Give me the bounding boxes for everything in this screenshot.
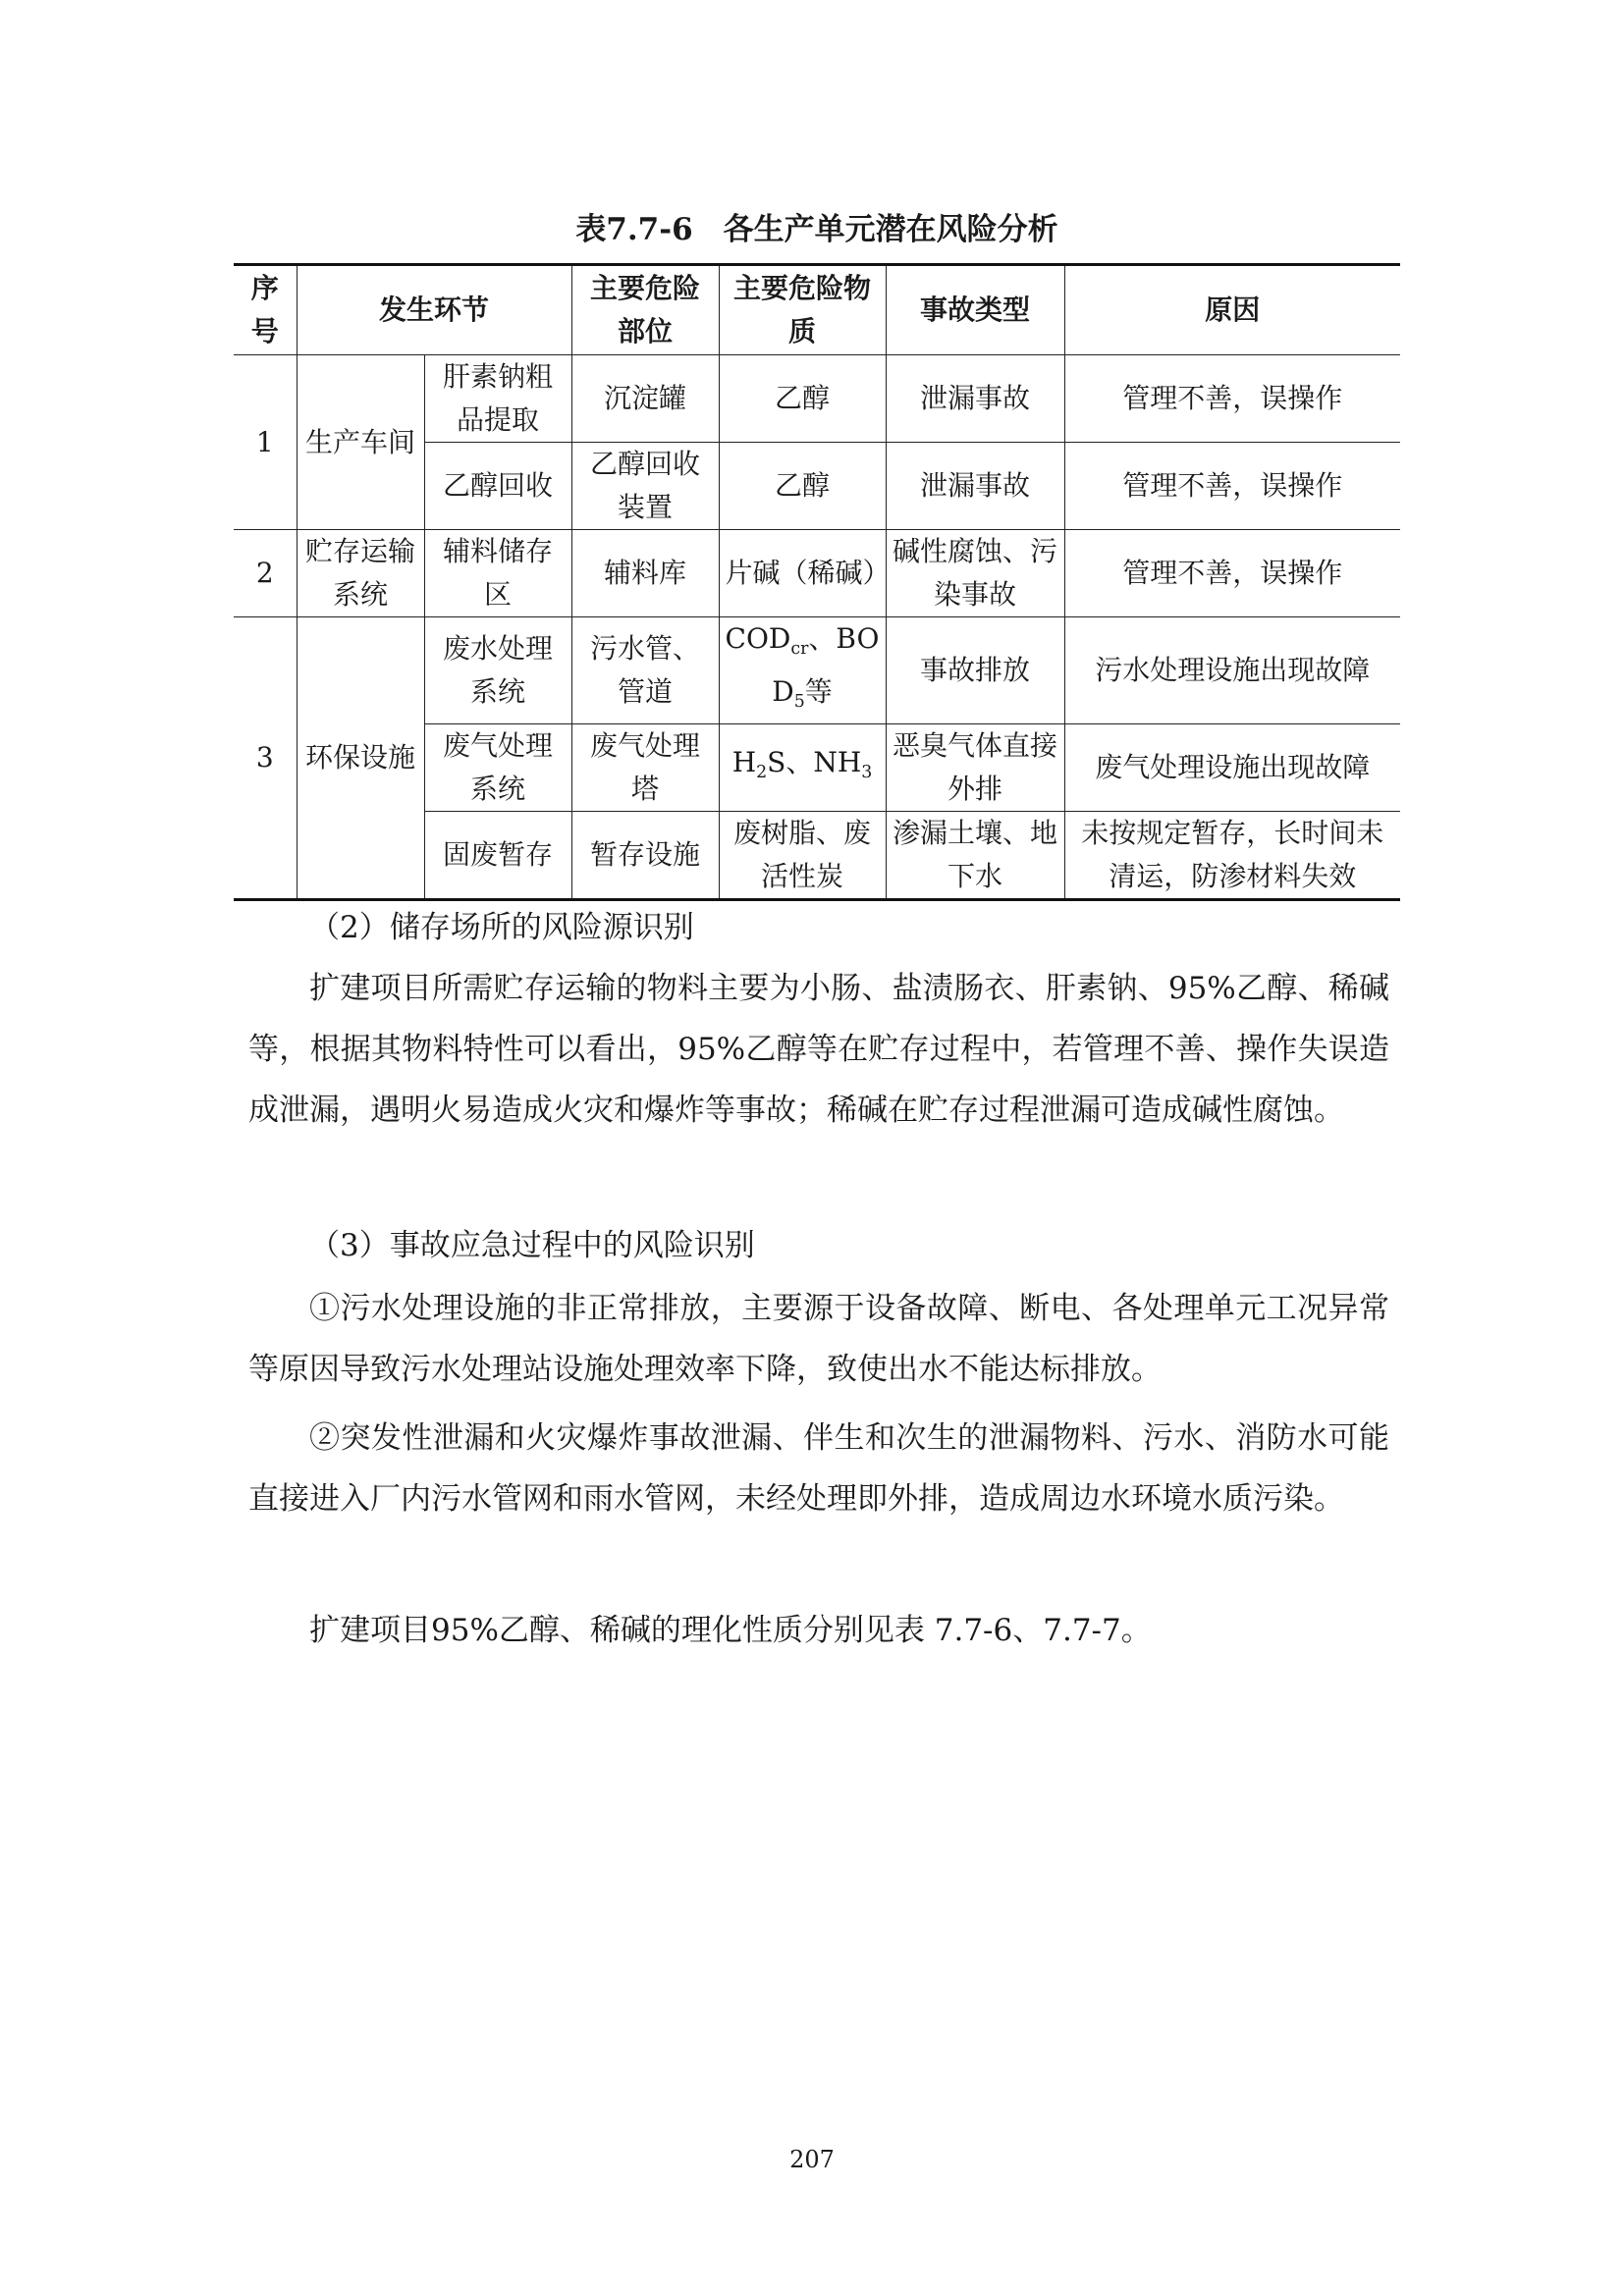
- paragraph-sudden-leak: ②突发性泄漏和火灾爆炸事故泄漏、伴生和次生的泄漏物料、污水、消防水可能直接进入厂内污水管网和雨水管网，未经处理即外排，造成周边水环境水质污染。: [248, 1420, 1389, 1517]
- cell-substance: 废树脂、废活性炭: [719, 812, 886, 900]
- cell-part: 辅料库: [571, 530, 719, 617]
- cell-substance: 乙醇: [719, 443, 886, 530]
- table-title: 表7.7-6 各生产单元潜在风险分析: [575, 212, 1058, 247]
- cell-cause: 污水处理设施出现故障: [1064, 617, 1400, 724]
- page-number: 207: [789, 2146, 835, 2173]
- cell-type: 事故排放: [886, 617, 1064, 724]
- cell-type: 渗漏土壤、地下水: [886, 812, 1064, 900]
- row-unit: 生产车间: [297, 355, 424, 530]
- row-no: 1: [234, 355, 297, 530]
- risk-analysis-table: [234, 263, 1400, 901]
- table-row: [234, 617, 1400, 724]
- cell-part: 废气处理塔: [571, 724, 719, 812]
- row-no: 3: [234, 617, 297, 900]
- header-step: 发生环节: [297, 265, 571, 355]
- table-row: [234, 530, 1400, 617]
- table-header-row: [234, 265, 1400, 355]
- cell-cause: 未按规定暂存，长时间未清运，防渗材料失效: [1064, 812, 1400, 900]
- cell-part: 乙醇回收装置: [571, 443, 719, 530]
- cell-step: 辅料储存区: [424, 530, 571, 617]
- cell-substance: $COD_{cr}$、$BOD_5$等: [719, 617, 886, 724]
- cell-step: 废气处理系统: [424, 724, 571, 812]
- cell-substance: 乙醇: [719, 355, 886, 443]
- header-cause: 原因: [1064, 265, 1400, 355]
- cell-substance: $H_2S$、$NH_3$: [719, 724, 886, 812]
- cell-type: 泄漏事故: [886, 443, 1064, 530]
- row-no: 2: [234, 530, 297, 617]
- cell-step: 乙醇回收: [424, 443, 571, 530]
- header-part: 主要危险部位: [571, 265, 719, 355]
- cell-part: 沉淀罐: [571, 355, 719, 443]
- cell-cause: 废气处理设施出现故障: [1064, 724, 1400, 812]
- cell-type: 泄漏事故: [886, 355, 1064, 443]
- cell-part: 暂存设施: [571, 812, 719, 900]
- header-type: 事故类型: [886, 265, 1064, 355]
- header-substance: 主要危险物质: [719, 265, 886, 355]
- section-heading-storage: （2）储存场所的风险源识别: [309, 910, 694, 945]
- cell-cause: 管理不善，误操作: [1064, 355, 1400, 443]
- paragraph-storage-risk: 扩建项目所需贮存运输的物料主要为小肠、盐渍肠衣、肝素钠、95%乙醇、稀碱等，根据其物料特性可以看出，95%乙醇等在贮存过程中，若管理不善、操作失误造成泄漏，遇明火易造成火灾和爆炸等事故；稀碱在贮存过程泄漏可造成碱性腐蚀。: [248, 971, 1389, 1128]
- cell-cause: 管理不善，误操作: [1064, 530, 1400, 617]
- cell-cause: 管理不善，误操作: [1064, 443, 1400, 530]
- cell-part: 污水管、管道: [571, 617, 719, 724]
- row-unit: 环保设施: [297, 617, 424, 900]
- header-no: 序号: [234, 265, 297, 355]
- paragraph-properties-reference: 扩建项目95%乙醇、稀碱的理化性质分别见表 7.7-6、7.7-7。: [309, 1613, 1152, 1648]
- cell-type: 碱性腐蚀、污染事故: [886, 530, 1064, 617]
- cell-type: 恶臭气体直接外排: [886, 724, 1064, 812]
- paragraph-abnormal-discharge: ①污水处理设施的非正常排放，主要源于设备故障、断电、各处理单元工况异常等原因导致污水处理站设施处理效率下降，致使出水不能达标排放。: [248, 1291, 1389, 1387]
- row-unit: 贮存运输系统: [297, 530, 424, 617]
- cell-step: 肝素钠粗品提取: [424, 355, 571, 443]
- cell-step: 废水处理系统: [424, 617, 571, 724]
- table-row: [234, 355, 1400, 443]
- cell-step: 固废暂存: [424, 812, 571, 900]
- section-heading-emergency: （3）事故应急过程中的风险识别: [309, 1228, 755, 1263]
- cell-substance: 片碱（稀碱）: [719, 530, 886, 617]
